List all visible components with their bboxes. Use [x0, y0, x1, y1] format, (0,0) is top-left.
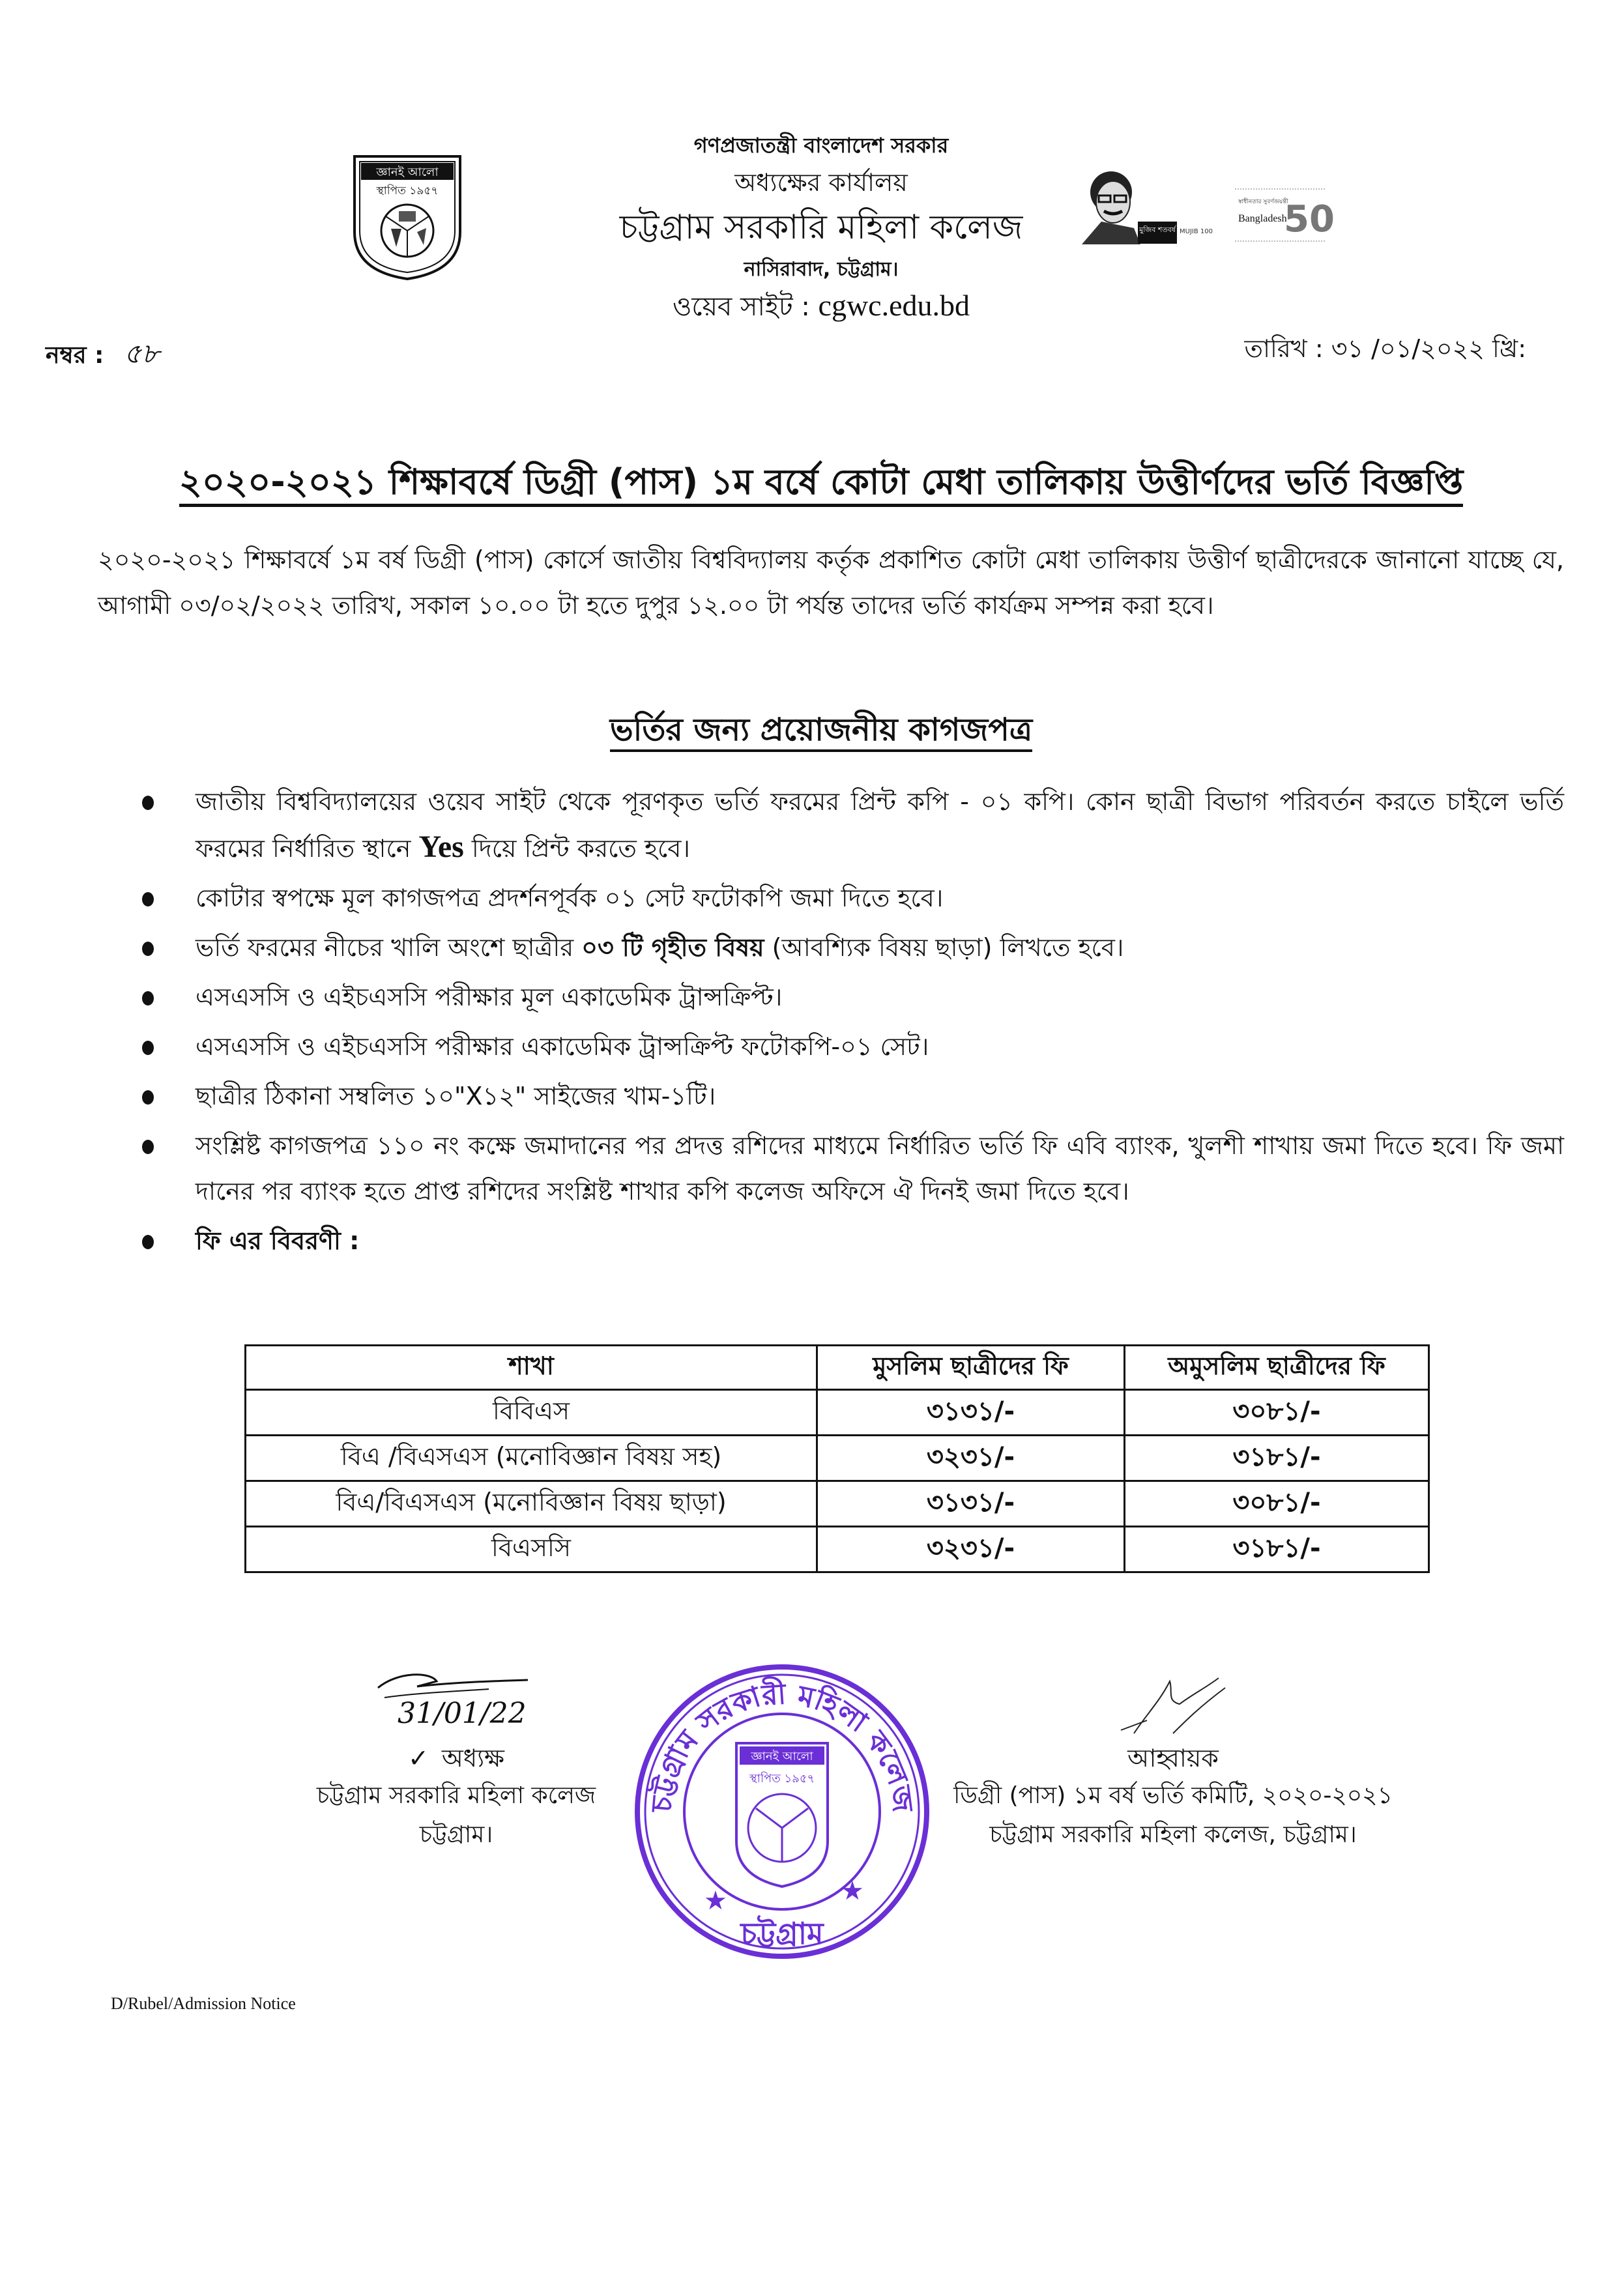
seal-established: স্থাপিত ১৯৫৭	[749, 1772, 815, 1786]
document-reference: D/Rubel/Admission Notice	[111, 1994, 296, 2013]
requirement-text: জাতীয় বিশ্ববিদ্যালয়ের ওয়েব সাইট থেকে পূরণকৃত ভর্তি ফরমের প্রিন্ট কপি - ০১ কপি। কোন ছাত্রী বিভাগ পরিবর্তন করতে চাইলে ভর্তি ফরমের নির্ধারিত স্থানে	[196, 787, 1564, 863]
crest-established: স্থাপিত ১৯৫৭	[376, 184, 439, 197]
seal-top-text: চট্টগ্রাম সরকারী মহিলা কলেজ	[645, 1677, 920, 1814]
principal-org-line2: চট্টগ্রাম।	[419, 1821, 493, 1848]
fee-table-header-row	[246, 1346, 1429, 1390]
requirement-item	[137, 925, 1564, 970]
requirement-emphasis: Yes	[418, 830, 464, 864]
non-muslim-fee-cell: ৩০৮১/-	[1125, 1481, 1429, 1527]
government-name: গণপ্রজাতন্ত্রী বাংলাদেশ সরকার	[693, 133, 949, 158]
requirement-item	[137, 1073, 1564, 1119]
website-link[interactable]: cgwc.edu.bd	[818, 289, 970, 322]
branch-cell: বিবিএস	[246, 1390, 817, 1436]
bullet-icon	[142, 942, 154, 956]
non-muslim-fee-cell: ৩১৮১/-	[1125, 1436, 1429, 1481]
website-label: ওয়েব সাইট :	[672, 292, 810, 322]
required-documents-title	[104, 707, 1538, 753]
notice-intro: ২০২০-২০২১ শিক্ষাবর্ষে ১ম বর্ষ ডিগ্রী (পাস) কোর্সে জাতীয় বিশ্ববিদ্যালয় কর্তৃক প্রকাশিত কোটা মেধা তালিকায় উত্তীর্ণ ছাত্রীদেরকে জানানো যাচ্ছে যে, আগামী ০৩/০২/২০২২ তারিখ, সকাল ১০.০০ টা হতে দুপুর ১২.০০ টা পর্যন্ত তাদের ভর্তি কার্যক্রম সম্পন্ন করা হবে।	[98, 545, 1564, 620]
notice-title	[104, 456, 1538, 508]
principal-signature-block	[274, 1668, 639, 1855]
website-line	[521, 287, 1121, 326]
convener-org-line1: ডিগ্রী (পাস) ১ম বর্ষ ভর্তি কমিটি, ২০২০-২০২১	[953, 1782, 1393, 1809]
notice-title-text: ২০২০-২০২১ শিক্ষাবর্ষে ডিগ্রী (পাস) ১ম বর্ষে কোটা মেধা তালিকায় উত্তীর্ণদের ভর্তি বিজ্ঞপ্তি	[179, 461, 1463, 507]
mujib-en: MUJIB 100	[1180, 228, 1213, 235]
requirement-item	[137, 1123, 1564, 1214]
muslim-fee-cell: ৩২৩১/-	[817, 1527, 1125, 1572]
fee-table-row	[246, 1527, 1429, 1572]
header-muslim-fee: মুসলিম ছাত্রীদের ফি	[817, 1346, 1125, 1390]
header-branch: শাখা	[246, 1346, 817, 1390]
requirement-text: সংশ্লিষ্ট কাগজপত্র ১১০ নং কক্ষে জমাদানের পর প্রদত্ত রশিদের মাধ্যমে নির্ধারিত ভর্তি ফি এবি ব্যাংক, খুলশী শাখায় জমা দিতে হবে। ফি জমা দানের পর ব্যাংক হতে প্রাপ্ত রশিদের সংশ্লিষ্ট শাখার কপি কলেজ অফিসে ঐ দিনই জমা দিতে হবে।	[196, 1131, 1564, 1206]
fee-table-row	[246, 1390, 1429, 1436]
institution-name: চট্টগ্রাম সরকারি মহিলা কলেজ	[619, 208, 1023, 247]
signature-date: 31/01/22	[398, 1697, 527, 1730]
convener-title: আহ্বায়ক	[1127, 1744, 1219, 1772]
convener-signature-block	[899, 1668, 1447, 1855]
requirement-item	[137, 779, 1564, 871]
requirement-text: এসএসসি ও এইচএসসি পরীক্ষার একাডেমিক ট্রান্সক্রিপ্ট ফটোকপি-০১ সেট।	[196, 1032, 929, 1061]
non-muslim-fee-cell: ৩১৮১/-	[1125, 1527, 1429, 1572]
bullet-icon	[142, 1235, 154, 1249]
principal-title	[274, 1740, 639, 1776]
required-documents-title-text: ভর্তির জন্য প্রয়োজনীয় কাগজপত্র	[610, 712, 1032, 752]
bullet-icon	[142, 892, 154, 906]
star-icon: ★	[704, 1886, 727, 1916]
bullet-icon	[142, 796, 154, 810]
requirement-text: ছাত্রীর ঠিকানা সম্বলিত ১০"X১২" সাইজের খাম-১টি।	[196, 1082, 716, 1110]
check-mark-icon: ✓	[408, 1744, 429, 1772]
office-name: অধ্যক্ষের কার্যালয়	[734, 168, 908, 197]
memo-number	[46, 332, 160, 379]
requirement-item	[137, 1218, 1564, 1264]
fee-table-row	[246, 1481, 1429, 1527]
bd50-number: 50	[1284, 198, 1335, 240]
requirement-text: কোটার স্বপক্ষে মূল কাগজপত্র প্রদর্শনপূর্বক ০১ সেট ফটোকপি জমা দিতে হবে।	[196, 884, 944, 912]
bd50-en: Bangladesh	[1238, 213, 1287, 224]
commemorative-logos	[1075, 156, 1335, 248]
header-non-muslim-fee: অমুসলিম ছাত্রীদের ফি	[1125, 1346, 1429, 1390]
requirements-list	[137, 779, 1564, 1267]
principal-title-text: অধ্যক্ষ	[441, 1744, 504, 1772]
letterhead	[521, 128, 1121, 326]
memo-number-label: নম্বর :	[46, 342, 104, 369]
non-muslim-fee-cell: ৩০৮১/-	[1125, 1390, 1429, 1436]
requirement-item	[137, 875, 1564, 921]
fee-table	[244, 1344, 1430, 1573]
requirement-item	[137, 1024, 1564, 1069]
requirement-item	[137, 974, 1564, 1020]
memo-date-label: তারিখ :	[1244, 334, 1324, 363]
bangladesh-50-logo-icon	[1235, 189, 1335, 241]
bullet-icon	[142, 991, 154, 1006]
requirement-emphasis: ০৩ টি গৃহীত বিষয়	[581, 933, 764, 962]
branch-cell: বিএ /বিএসএস (মনোবিজ্ঞান বিষয় সহ)	[246, 1436, 817, 1481]
memo-date-value: ৩১ /০১/২০২২ খ্রি:	[1331, 334, 1526, 363]
institution-address: নাসিরাবাদ, চট্টগ্রাম।	[744, 258, 899, 281]
requirement-text-continued: দিয়ে প্রিন্ট করতে হবে।	[463, 834, 690, 863]
memo-number-value: ৫৮	[123, 338, 160, 369]
mujib-bn: মুজিব শতবর্ষ	[1139, 225, 1176, 234]
requirement-text: ভর্তি ফরমের নীচের খালি অংশে ছাত্রীর	[196, 933, 582, 962]
crest-motto: জ্ঞানই আলো	[376, 166, 439, 179]
requirement-text-continued: (আবশ্যিক বিষয় ছাড়া) লিখতে হবে।	[764, 933, 1124, 962]
star-icon: ★	[841, 1876, 864, 1906]
branch-cell: বিএ/বিএসএস (মনোবিজ্ঞান বিষয় ছাড়া)	[246, 1481, 817, 1527]
muslim-fee-cell: ৩১৩১/-	[817, 1390, 1125, 1436]
bullet-icon	[142, 1090, 154, 1105]
bullet-icon	[142, 1140, 154, 1154]
convener-signature	[899, 1668, 1447, 1740]
mujib-100-logo-icon	[1082, 171, 1213, 244]
fee-table-row	[246, 1436, 1429, 1481]
convener-org-line2: চট্টগ্রাম সরকারি মহিলা কলেজ, চট্টগ্রাম।	[989, 1821, 1357, 1848]
branch-cell: বিএসসি	[246, 1527, 817, 1572]
principal-signature	[274, 1668, 639, 1740]
college-crest-icon	[352, 154, 463, 282]
seal-motto: জ্ঞানই আলো	[751, 1750, 813, 1763]
seal-bottom-text: চট্টগ্রাম	[740, 1916, 824, 1951]
muslim-fee-cell: ৩১৩১/-	[817, 1481, 1125, 1527]
requirement-text: এসএসসি ও এইচএসসি পরীক্ষার মূল একাডেমিক ট্রান্সক্রিপ্ট।	[196, 983, 783, 1011]
principal-org-line1: চট্টগ্রাম সরকারি মহিলা কলেজ	[316, 1782, 596, 1809]
bullet-icon	[142, 1041, 154, 1055]
requirement-emphasis: ফি এর বিবরণী :	[196, 1226, 360, 1255]
muslim-fee-cell: ৩২৩১/-	[817, 1436, 1125, 1481]
memo-date	[1244, 330, 1526, 371]
official-seal	[626, 1652, 938, 1965]
bd50-bn: স্বাধীনতার সুবর্ণজয়ন্তী	[1238, 199, 1288, 205]
